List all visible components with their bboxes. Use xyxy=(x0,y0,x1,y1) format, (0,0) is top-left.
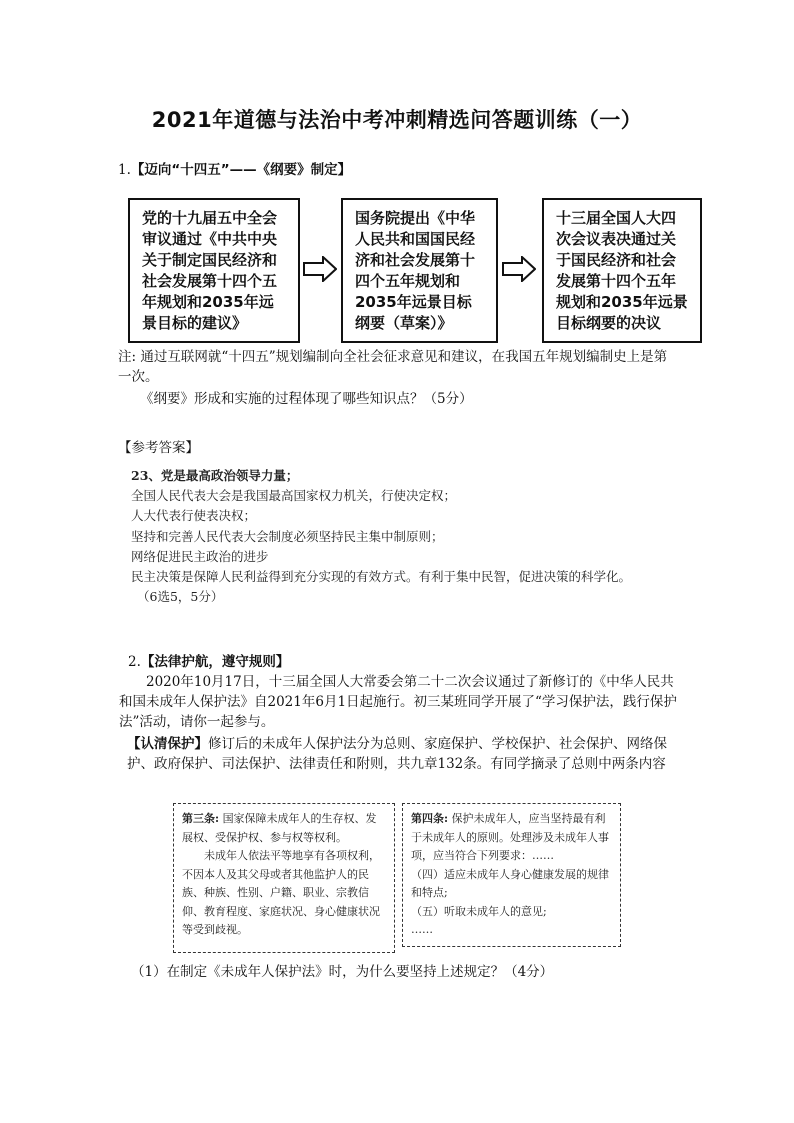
answer-heading: 【参考答案】 xyxy=(118,440,199,456)
answer-item: 全国人民代表大会是我国最高国家权力机关，行使决定权； xyxy=(131,488,457,504)
arrow-right-icon xyxy=(502,256,536,282)
answer-item: 人大代表行使表决权； xyxy=(131,508,257,524)
page-title: 2021年道德与法治中考冲刺精选问答题训练（一） xyxy=(151,108,643,132)
answer-item: 民主决策是保障人民利益得到充分实现的有效方式。有利于集中民智，促进决策的科学化。 xyxy=(131,569,632,585)
flow-box-3: 十三届全国人大四次会议表决通过关于国民经济和社会发展第十四个五年规划和2035年远景目标纲要的决议 xyxy=(542,198,702,343)
article-4-box xyxy=(402,803,621,947)
flow-box-2: 国务院提出《中华人民共和国国民经济和社会发展第十四个五年规划和2035年远景目标纲要（草案）》 xyxy=(341,198,498,343)
article-4-ellipsis: …… xyxy=(411,923,433,936)
question-2-title: 【法律护航，遵守规则】 xyxy=(140,654,290,670)
question-1-title: 【迈向“十四五”——《纲要》制定】 xyxy=(130,162,352,178)
question-1-number: 1. xyxy=(118,162,131,178)
article-3-label: 第三条: xyxy=(182,812,220,825)
question-2-number: 2. xyxy=(128,654,141,670)
answer-item: 坚持和完善人民代表大会制度必须坚持民主集中制原则； xyxy=(131,528,444,544)
sub-section-text: 修订后的未成年人保护法分为总则、家庭保护、学校保护、社会保护、网络保护、政府保护、司法保护、法律责任和附则，共九章132条。有同学摘录了总则中两条内容 xyxy=(127,736,667,772)
question-1-heading xyxy=(118,158,351,178)
article-3-text: 国家保障未成年人的生存权、发展权、受保护权、参与权等权利。 xyxy=(182,812,377,844)
question-1-text: 《纲要》形成和实施的过程体现了哪些知识点？（5分） xyxy=(140,391,473,407)
article-4-label: 第四条: xyxy=(411,812,449,825)
article-4-text: 保护未成年人，应当坚持最有利于未成年人的原则。处理涉及未成年人事项，应当符合下列要求：…… xyxy=(411,812,609,862)
answer-item: 23、党是最高政治领导力量； xyxy=(131,468,299,483)
article-3-box xyxy=(173,803,395,953)
answer-item: 网络促进民主政治的进步 xyxy=(131,548,269,564)
sub-section-heading: 【认清保护】 xyxy=(127,736,208,752)
article-4-item: （四）适应未成年人身心健康发展的规律和特点; xyxy=(411,867,609,899)
article-3-text-2: 未成年人依法平等地享有各项权利，不因本人及其父母或者其他监护人的民族、种族、性别、户籍、职业、宗教信仰、教育程度、家庭状况、身心健康状况等受到歧视。 xyxy=(182,849,380,936)
answer-list xyxy=(131,466,691,607)
arrow-right-icon xyxy=(303,256,337,282)
sub-section xyxy=(127,734,683,774)
answer-item: （6选5，5分） xyxy=(137,589,224,605)
flow-box-1: 党的十九届五中全会审议通过《中共中央关于制定国民经济和社会发展第十四个五年规划和2035年远景目标的建议》 xyxy=(128,198,300,343)
question-2-1-text: （1）在制定《未成年人保护法》时，为什么要坚持上述规定？（4分） xyxy=(131,964,554,980)
note-text: 注: 通过互联网就“十四五”规划编制向全社会征求意见和建议，在我国五年规划编制史上是第一次。 xyxy=(118,349,668,385)
article-4-item: （五）听取未成年人的意见; xyxy=(411,904,547,918)
question-2-intro: 2020年10月17日，十三届全国人大常委会第二十二次会议通过了新修订的《中华人民共和国未成年人保护法》自2021年6月1日起施行。初三某班同学开展了“学习保护法，践行保护法”活动，请你一起参与。 xyxy=(119,674,677,730)
question-2-heading xyxy=(128,650,289,670)
